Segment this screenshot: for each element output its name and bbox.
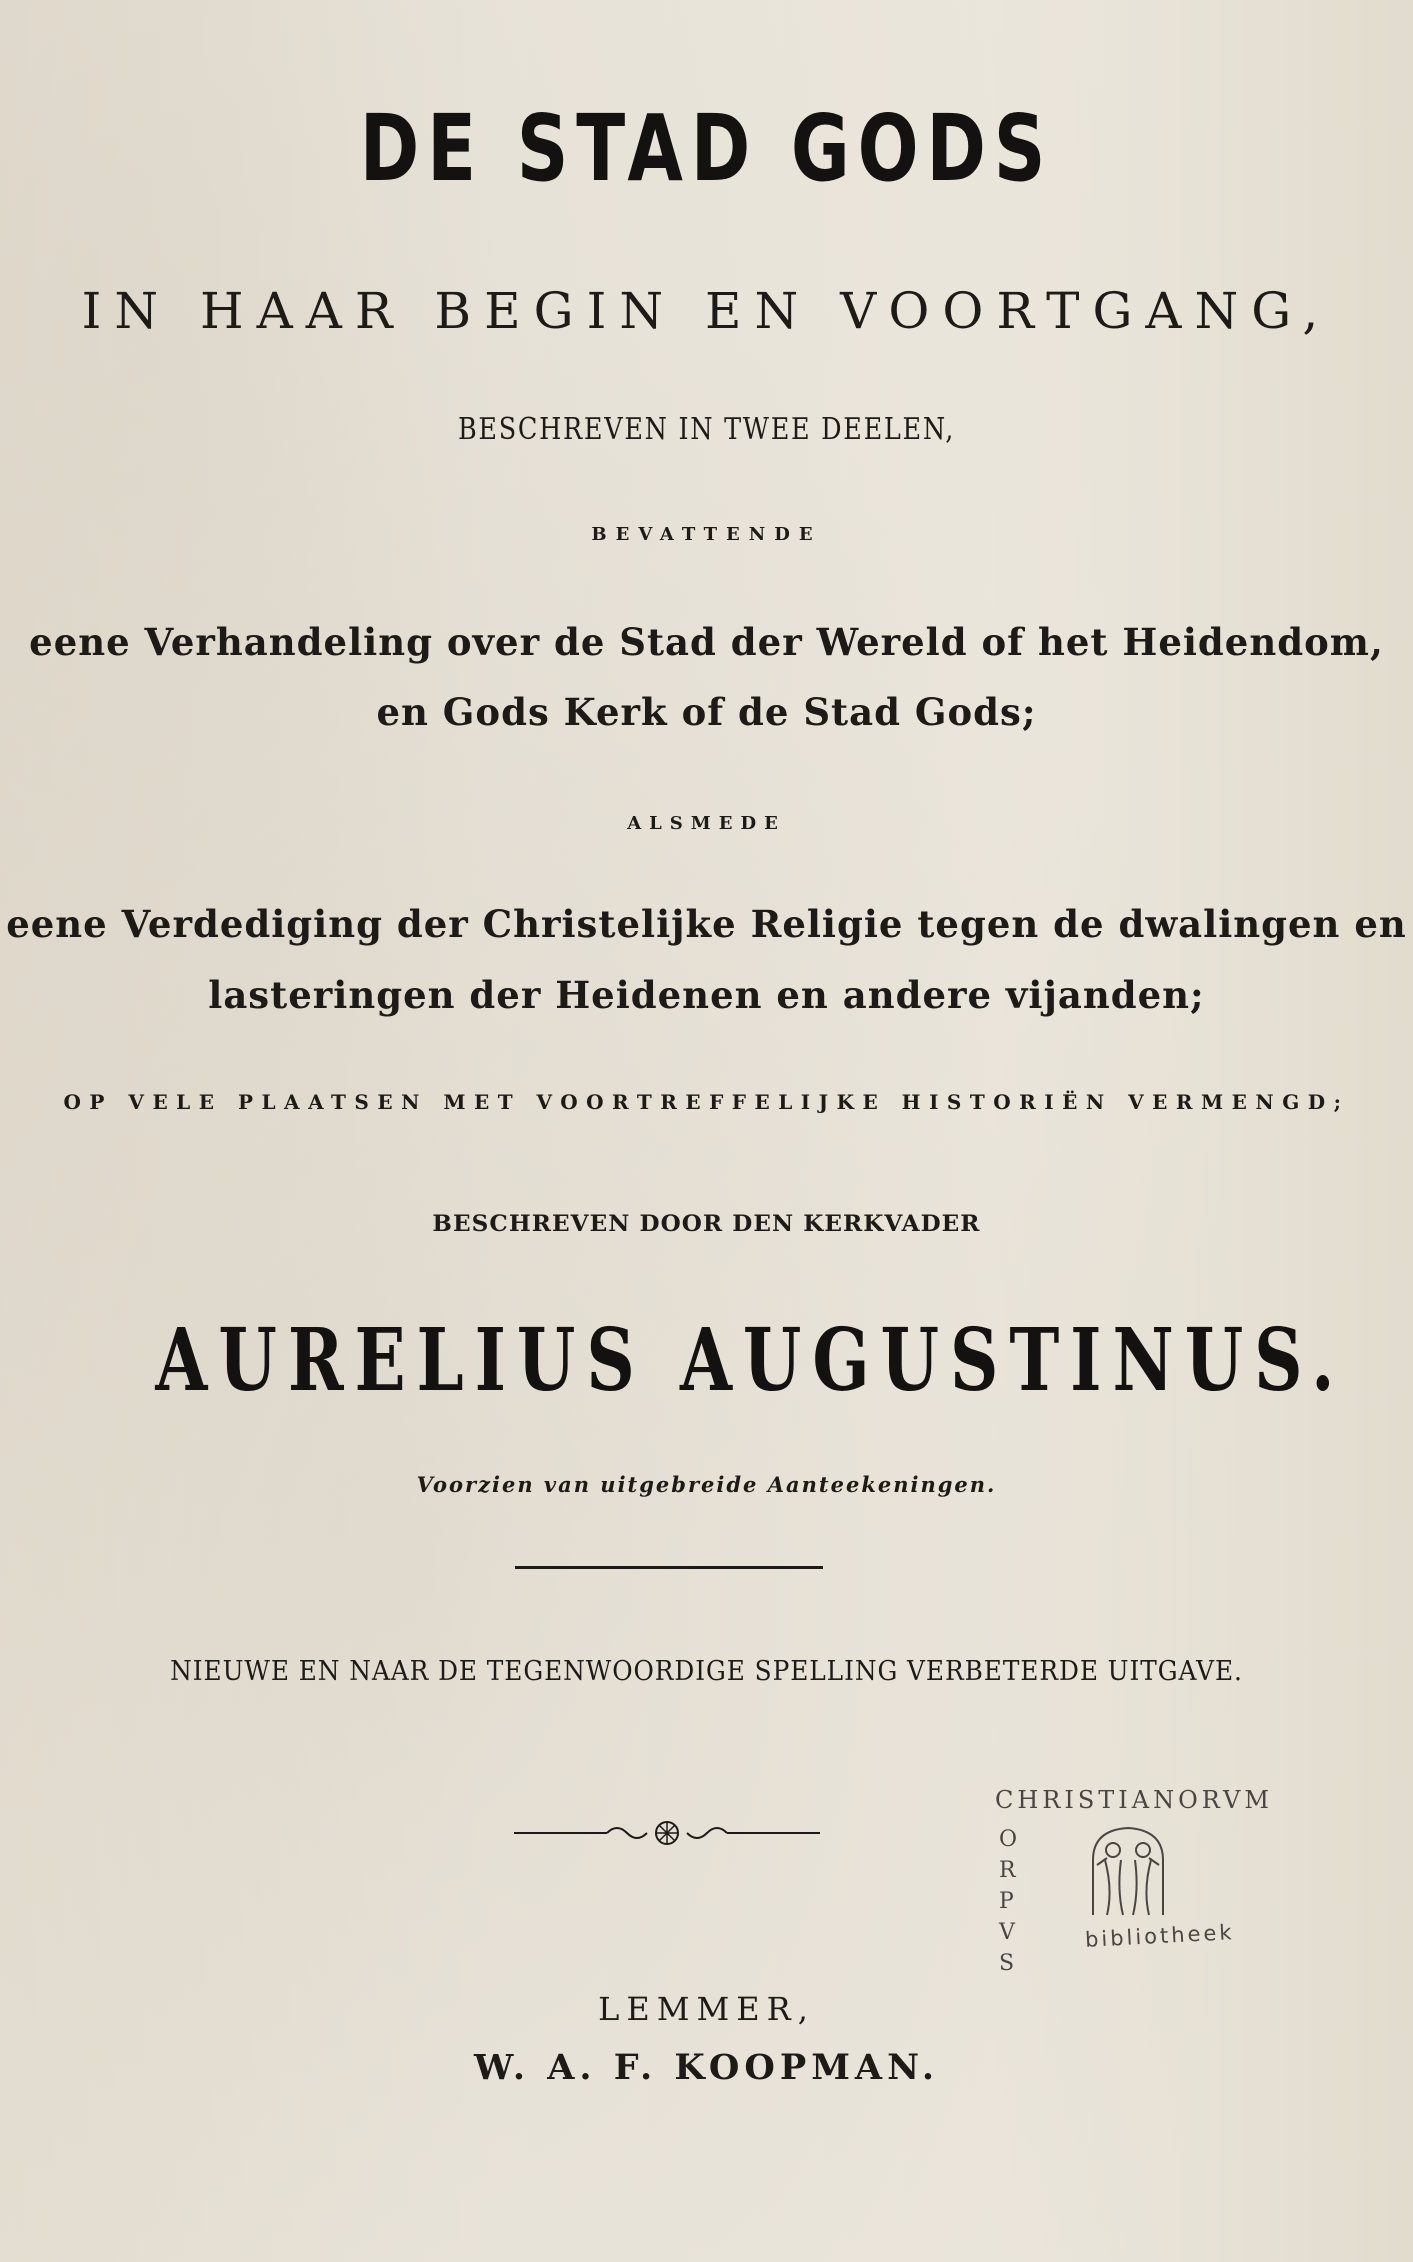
stamp-side-letter: R [999,1858,1016,1883]
book-title: DE STAD GODS [359,95,1054,202]
stamp-side-letter: V [999,1920,1015,1945]
alsmede-label: ALSMEDE [627,813,786,834]
part1-line1: eene Verhandeling over de Stad der Wereld of het Heidendom, [29,620,1384,664]
histories-note: OP VELE PLAATSEN MET VOORTREFFELIJKE HISTORIËN VERMENGD; [63,1090,1350,1114]
bevattende-label: BEVATTENDE [591,524,822,545]
stamp-side-letter: O [999,1827,1018,1852]
angel-figure-icon [1083,1820,1173,1920]
stamp-top-text: CHRISTIANORVM [995,1786,1273,1814]
stamp-side-letter: P [999,1889,1014,1914]
author-intro: BESCHREVEN DOOR DEN KERKVADER [432,1211,981,1237]
annotations-note: Voorzien van uitgebreide Aanteekeningen. [416,1472,997,1497]
edition-note: NIEUWE EN NAAR DE TEGENWOORDIGE SPELLING VERBETERDE UITGAVE. [170,1656,1243,1687]
part2-line2: lasteringen der Heidenen en andere vijanden; [208,973,1205,1017]
book-subtitle: IN HAAR BEGIN EN VOORTGANG, [81,282,1332,340]
stamp-side-text [999,1824,1017,1979]
stamp-side-letter: S [999,1951,1015,1976]
volumes-note: BESCHREVEN IN TWEE DEELEN, [457,412,956,447]
author-name: AURELIUS AUGUSTINUS. [155,1310,1346,1411]
publisher-name: W. A. F. KOOPMAN. [473,2047,940,2088]
divider-rule [515,1566,823,1569]
part1-line2: en Gods Kerk of de Stad Gods; [376,690,1037,734]
publication-place: LEMMER, [598,1990,815,2028]
stamp-bottom-text: bibliotheek [1084,1920,1236,1952]
library-stamp [985,1780,1285,1980]
ornament-divider [512,1818,822,1848]
part2-line1: eene Verdediging der Christelijke Religie tegen de dwalingen en [6,902,1407,946]
